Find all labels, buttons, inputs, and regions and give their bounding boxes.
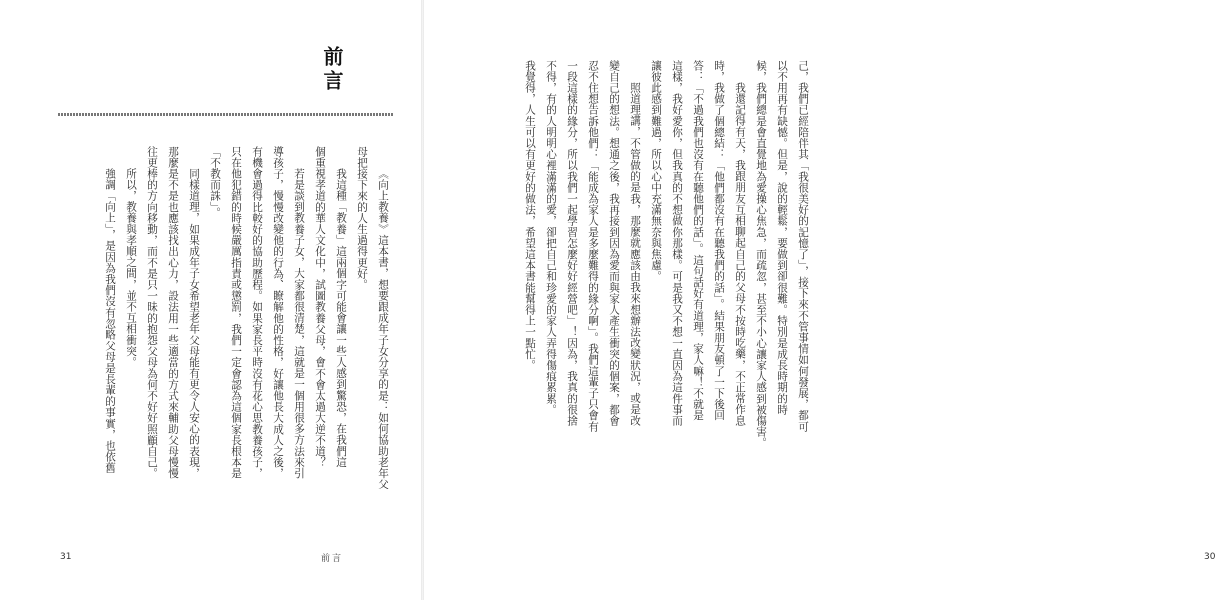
text-column: 有機會過得比較好的協助歷程。如果家長平時沒有花心思教養孩子， [251,146,263,479]
text-column: 只在他犯錯的時候嚴厲指責或懲罰，我們一定會認為這個家長根本是 [230,146,242,479]
text-column: 忍不住想告訴他們：「能成為家人是多麼難得的緣分啊」。我們這輩子只會有 [587,60,599,433]
text-column: 候，我們總是會直覺地為愛操心焦急，而疏忽，甚至不小心讓家人感到被傷害。 [755,60,767,449]
left-page-body [95,146,389,490]
text-column: 一段這樣的緣分，所以我們一起學習怎麼好好經營吧」！因為，我真的很捨 [566,60,578,427]
text-column: 所以，教養與孝順之間，並不互相衝突。 [125,168,137,368]
text-column: 《向上教養》這本書，想要跟成年子女分享的是：如何協助老年父 [377,168,389,490]
title-divider [58,113,393,116]
right-page [424,0,1215,600]
text-column: 我還記得有天，我跟朋友互相聊起自己的父母不按時吃藥，不正常作息 [734,82,746,427]
text-column: 我這種「教養」這兩個字可能會讓一些人感到驚恐，在我們這 [335,168,347,468]
text-column: 照道理講，不管做的是我，那麼就應該由我來想辦法改變狀況，或是改 [629,82,641,427]
text-column: 「不教而誅」。 [209,146,221,219]
text-column: 那麼是不是也應該找出心力，設法用一些適當的方式來輔助父母慢慢 [167,146,179,479]
text-column: 答：「不過我們也沒有在聽他們的話」。這句話好有道理，家人嘛！不就是 [692,60,704,421]
left-page [0,0,421,600]
text-column: 讓彼此感到難過，所以心中充滿無奈與焦慮。 [650,60,662,282]
text-column: 強調「向上」，是因為我們沒有忽略父母是長輩的事實，也依舊 [104,168,116,474]
running-head: 前言 [321,554,344,564]
text-column: 母把接下來的人生過得更好。 [356,146,368,291]
text-column: 己，我們已經陪伴其「我很美好的記憶了」，接下來不管事情如何發展，都可 [797,60,809,433]
text-column: 我覺得，人生可以有更好的做法，希望這本書能幫得上一點忙。 [524,60,536,371]
text-column: 以不用再有缺憾。但是，說的輕鬆，要做到卻很難。特別是成長時期的時 [776,60,788,416]
text-column: 這樣，我好愛你，但我真的不想做你那樣。可是我又不想一直因為這件事而 [671,60,683,427]
chapter-title: 前言 [320,46,344,94]
text-column: 時，我做了個總結：「他們都沒有在聽我們的話」。結果朋友頓了一下後回 [713,60,725,421]
page-number-left: 31 [60,552,72,562]
text-column: 同樣道理，如果成年子女希望老年父母能有更令人安心的表現， [188,168,200,479]
right-page-body [515,60,809,460]
text-column: 變自己的想法。想通之後，我再接到因為愛而與家人產生衝突的個案，都會 [608,60,620,427]
text-column: 往更棒的方向移動，而不是只一昧的抱怨父母為何不好好照顧自己。 [146,146,158,479]
text-column: 若是談到教養子女，大家都很清楚，這就是一個用很多方法來引 [293,168,305,479]
chapter-title-wrap [318,46,344,106]
page-number-right: 30 [1204,552,1215,562]
text-column: 導孩子，慢慢改變他的行為、瞭解他的性格，好讓他長大成人之後， [272,146,284,479]
text-column: 個重視孝道的華人文化中，試圖教養父母，會不會太過大逆不道？ [314,146,326,468]
text-column: 不得，有的人明明心裡滿滿的愛，卻把自己和珍愛的家人弄得傷痕累累。 [545,60,557,416]
